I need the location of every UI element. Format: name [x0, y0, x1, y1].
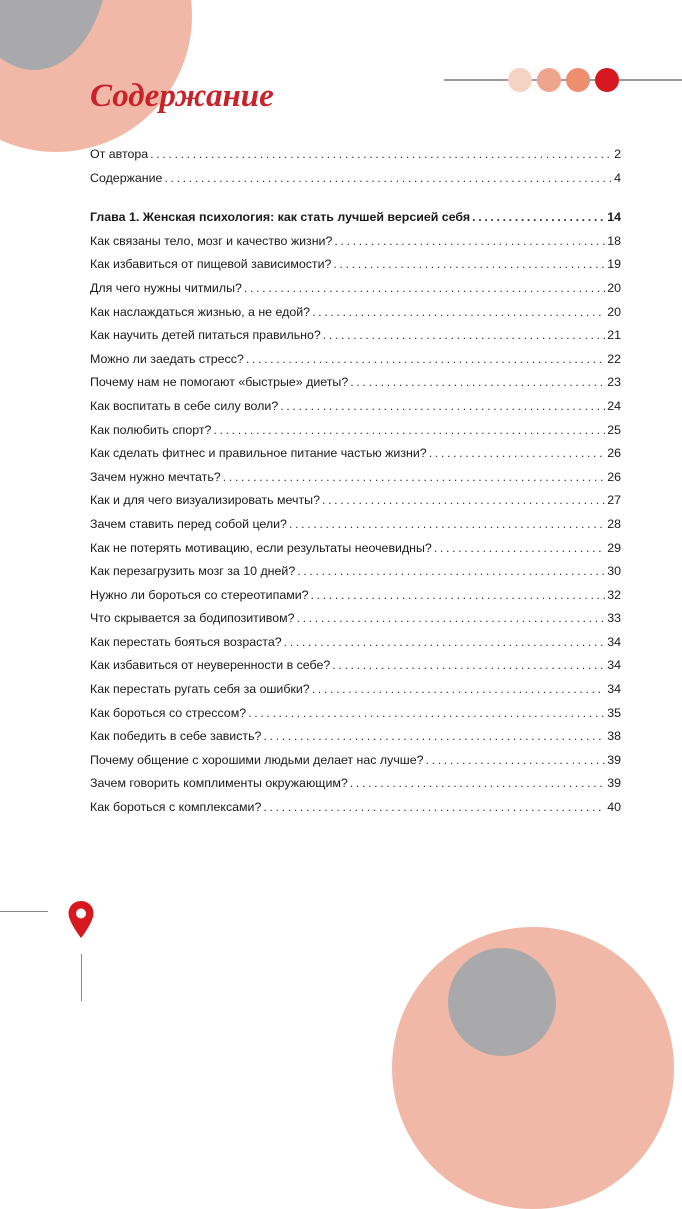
dot-leader	[164, 167, 612, 191]
toc-label: Как связаны тело, мозг и качество жизни?	[90, 233, 333, 248]
toc-page: 34	[607, 634, 621, 649]
toc-page: 34	[607, 682, 621, 697]
toc-page: 30	[607, 564, 621, 579]
footer-rule	[0, 911, 48, 912]
dot-leader	[297, 607, 606, 631]
decor-circle-gray-bottom	[448, 948, 556, 1056]
toc-label: Почему общение с хорошими людьми делает нас лучше?	[90, 752, 424, 767]
toc-page: 20	[607, 280, 621, 295]
dot-leader	[332, 654, 605, 678]
toc-page: 27	[607, 493, 621, 508]
toc-label: Нужно ли бороться со стереотипами?	[90, 587, 309, 602]
dot-leader	[289, 513, 605, 537]
footer-vertical-rule	[81, 954, 82, 1001]
toc-label: Как перезагрузить мозг за 10 дней?	[90, 564, 296, 579]
dot-leader	[426, 749, 606, 773]
toc-row[interactable]	[90, 489, 621, 513]
dot-leader	[350, 772, 605, 796]
toc-label: Как научить детей питаться правильно?	[90, 328, 321, 343]
toc-page: 33	[607, 611, 621, 626]
toc-row[interactable]	[90, 371, 621, 395]
dot-leader	[312, 678, 606, 702]
toc-label: Как бороться со стрессом?	[90, 705, 247, 720]
dot-leader	[333, 253, 605, 277]
toc-label: Как не потерять мотивацию, если результаты неочевидны?	[90, 540, 432, 555]
toc-row[interactable]	[90, 654, 621, 678]
toc-row-chapter-1[interactable]	[90, 206, 621, 230]
dot-leader	[323, 324, 605, 348]
toc-row[interactable]	[90, 749, 621, 773]
toc-label: Зачем ставить перед собой цели?	[90, 516, 287, 531]
toc-row[interactable]	[90, 442, 621, 466]
dot-leader	[322, 489, 605, 513]
dot-leader	[429, 442, 606, 466]
toc-page: 4	[614, 170, 621, 185]
decor-dot-4	[595, 68, 619, 92]
toc-page: 18	[607, 233, 621, 248]
toc-page: 28	[607, 516, 621, 531]
toc-page: 22	[607, 351, 621, 366]
toc-label: Как избавиться от неуверенности в себе?	[90, 658, 331, 673]
toc-label: Как наслаждаться жизнью, а не едой?	[90, 304, 311, 319]
toc-page: 32	[607, 587, 621, 602]
toc-row[interactable]	[90, 537, 621, 561]
toc-row[interactable]	[90, 277, 621, 301]
toc-label: Почему нам не помогают «быстрые» диеты?	[90, 375, 349, 390]
dot-leader	[280, 395, 605, 419]
dot-leader	[334, 230, 605, 254]
toc-label: Зачем нужно мечтать?	[90, 469, 221, 484]
toc-page: 25	[607, 422, 621, 437]
toc-row[interactable]	[90, 631, 621, 655]
dot-leader	[263, 725, 605, 749]
dot-leader	[223, 466, 606, 490]
toc-page: 2	[614, 147, 621, 161]
toc-page: 38	[607, 729, 621, 744]
dot-leader	[213, 419, 605, 443]
toc-row-front-2[interactable]	[90, 167, 621, 191]
toc-page: 19	[607, 257, 621, 272]
toc-page: 35	[607, 705, 621, 720]
toc-page: 20	[607, 304, 621, 319]
dot-leader	[150, 143, 612, 167]
dot-leader	[297, 560, 605, 584]
dot-leader	[246, 348, 605, 372]
toc-row-front-1[interactable]	[90, 143, 621, 167]
toc-row[interactable]	[90, 772, 621, 796]
toc-label: Как перестать бояться возраста?	[90, 634, 282, 649]
toc-label: От автора	[90, 147, 149, 161]
dot-leader	[472, 206, 605, 230]
toc-row[interactable]	[90, 348, 621, 372]
toc-page: 23	[607, 375, 621, 390]
toc-label: Можно ли заедать стресс?	[90, 351, 244, 366]
dot-leader	[263, 796, 605, 820]
decor-dot-2	[537, 68, 561, 92]
toc-row[interactable]	[90, 230, 621, 254]
toc-label: Как победить в себе зависть?	[90, 729, 262, 744]
toc-row[interactable]	[90, 419, 621, 443]
toc-page: 21	[607, 328, 621, 343]
toc-page: 40	[607, 800, 621, 815]
toc-page: 26	[607, 446, 621, 461]
decor-dot-1	[508, 68, 532, 92]
table-of-contents	[90, 143, 621, 820]
toc-page: 29	[607, 540, 621, 555]
header-rule	[444, 79, 682, 81]
toc-label: Зачем говорить комплименты окружающим?	[90, 776, 348, 791]
dot-leader	[434, 537, 605, 561]
chapter-page: 14	[607, 210, 621, 225]
toc-row[interactable]	[90, 253, 621, 277]
toc-label: Как избавиться от пищевой зависимости?	[90, 257, 332, 272]
location-pin-icon	[67, 900, 95, 940]
toc-row[interactable]	[90, 395, 621, 419]
dot-leader	[248, 702, 605, 726]
dot-leader	[284, 631, 606, 655]
dot-leader	[311, 584, 606, 608]
toc-row[interactable]	[90, 678, 621, 702]
toc-row[interactable]	[90, 513, 621, 537]
page-title: Содержание	[90, 78, 274, 114]
toc-label: Для чего нужны читмилы?	[90, 280, 242, 295]
toc-items	[90, 230, 621, 820]
toc-page: 34	[607, 658, 621, 673]
toc-row[interactable]	[90, 466, 621, 490]
toc-row[interactable]	[90, 324, 621, 348]
toc-label: Как и для чего визуализировать мечты?	[90, 493, 320, 508]
toc-label: Как перестать ругать себя за ошибки?	[90, 682, 310, 697]
toc-page: 26	[607, 469, 621, 484]
toc-row[interactable]	[90, 584, 621, 608]
toc-label: Содержание	[90, 170, 163, 185]
chapter-label: Глава 1. Женская психология: как стать лучшей версией себя	[90, 210, 471, 225]
dot-leader	[312, 301, 605, 325]
toc-row[interactable]	[90, 702, 621, 726]
toc-label: Что скрывается за бодипозитивом?	[90, 611, 295, 626]
toc-row[interactable]	[90, 607, 621, 631]
toc-row[interactable]	[90, 796, 621, 820]
toc-page: 24	[607, 398, 621, 413]
spacer	[90, 190, 621, 206]
toc-row[interactable]	[90, 301, 621, 325]
decor-dot-3	[566, 68, 590, 92]
toc-page: 39	[607, 752, 621, 767]
dot-leader	[350, 371, 605, 395]
toc-page: 39	[607, 776, 621, 791]
toc-label: Как воспитать в себе силу воли?	[90, 398, 279, 413]
toc-row[interactable]	[90, 725, 621, 749]
toc-label: Как бороться с комплексами?	[90, 800, 262, 815]
toc-label: Как сделать фитнес и правильное питание частью жизни?	[90, 446, 427, 461]
toc-row[interactable]	[90, 560, 621, 584]
dot-leader	[244, 277, 605, 301]
toc-label: Как полюбить спорт?	[90, 422, 212, 437]
